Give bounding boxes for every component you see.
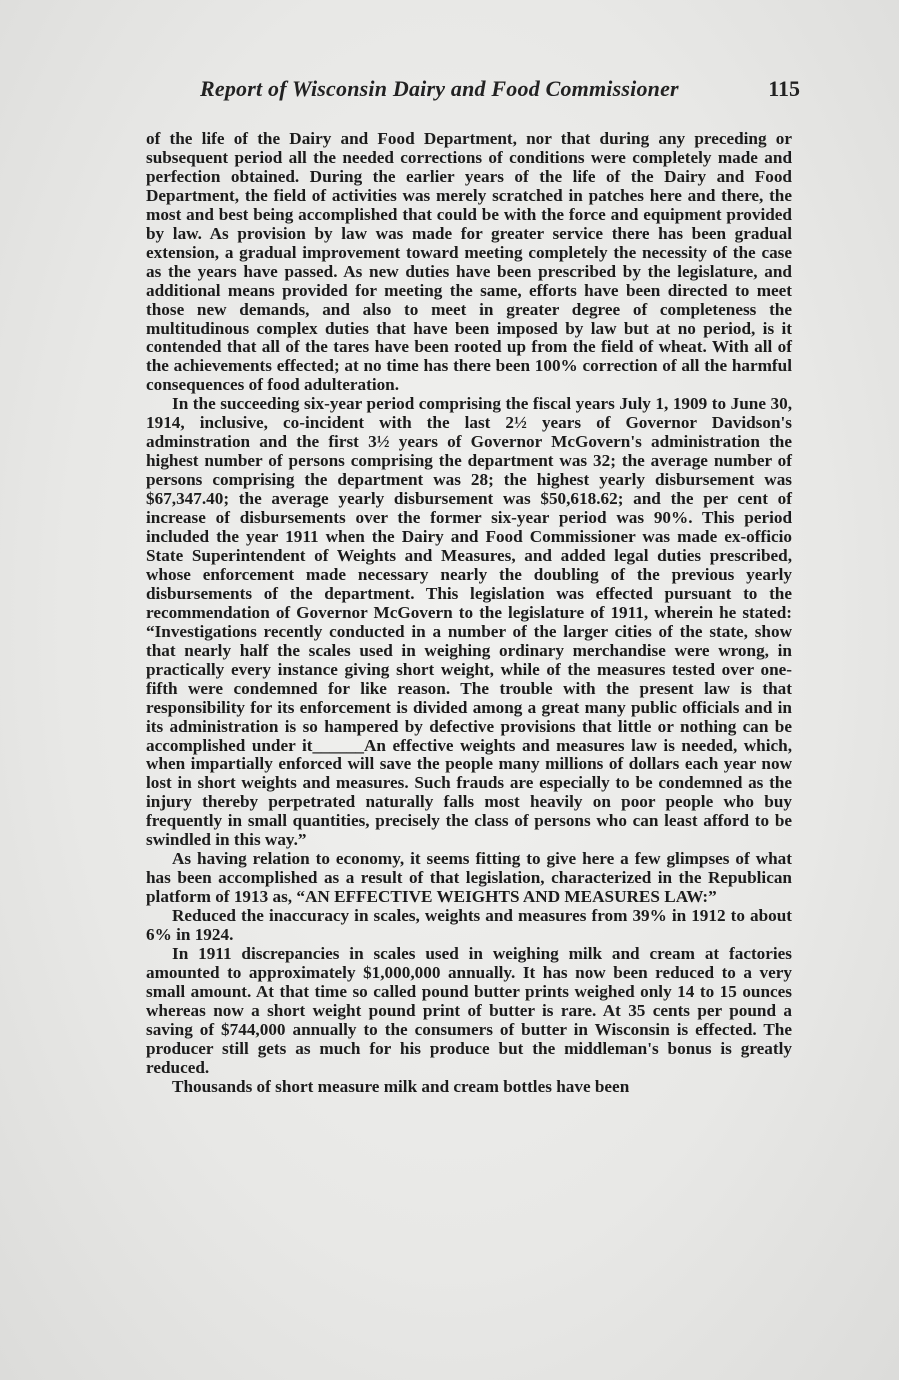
running-title: Report of Wisconsin Dairy and Food Commissioner [200,76,679,101]
page-number: 115 [768,76,800,101]
paragraph: In 1911 discrepancies in scales used in weighing milk and cream at factories amounted to approximately $1,000,000 annually. It has now been reduced to a very small amount. At that time so called pound butter prints weighed only 14 to 15 ounces whereas now a short weight pound print of butter is rare. At 35 cents per pound a saving of $744,000 annually to the consumers of butter in Wisconsin is effected. The producer still gets as much for his produce but the middleman's bonus is greatly reduced. [146,943,792,1077]
body-text [146,130,792,1097]
paragraph: of the life of the Dairy and Food Department, nor that during any preceding or subsequent period all the needed corrections of conditions were completely made and perfection obtained. During the earlier years of the life of the Dairy and Food Department, the field of activities was merely scratched in patches here and there, the most and best being accomplished that could be with the force and equipment provided by law. As provision by law was made for greater service there has been gradual extension, a gradual improvement toward meeting completely the necessity of the case as the years have passed. As new duties have been prescribed by the legislature, and additional means provided for meeting the same, efforts have been directed to meet those new demands, and also to meet in greater degree of completeness the multitudinous complex duties that have been imposed by law but at no period, is it contended that all of the tares have been rooted up from the field of wheat. With all of the achievements effected; at no time has there been 100% correction of all the harmful consequences of food adulteration. [146,129,792,395]
paragraph: Reduced the inaccuracy in scales, weights and measures from 39% in 1912 to about 6% in 1924. [146,906,792,945]
paragraph: As having relation to economy, it seems fitting to give here a few glimpses of what has been accomplished as a result of that legislation, characterized in the Republican platform of 1913 as, “AN EFFECTIVE WEIGHTS AND MEASURES LAW:” [146,849,792,907]
paragraph: In the succeeding six-year period comprising the fiscal years July 1, 1909 to June 30, 1914, inclusive, co-incident with the last 2½ years of Governor Davidson's adminstration and the first 3½ years of Governor McGovern's administration the highest number of persons comprising the department was 32; the average number of persons comprising the department was 28; the highest yearly disbursement was $67,347.40; the average yearly disbursement was $50,618.62; and the per cent of increase of disbursements over the former six-year period was 90%. This period included the year 1911 when the Dairy and Food Commissioner was made ex-officio State Superintendent of Weights and Measures, and added legal duties prescribed, whose enforcement made necessary nearly the doubling of the previous yearly disbursements of the department. This legislation was effected pursuant to the recommendation of Governor McGovern to the legislature of 1911, wherein he stated: “Investigations recently conducted in a number of the larger cities of the state, show that nearly half the scales used in weighing ordinary merchandise were wrong, in practically every instance giving short weight, while of the measures tested over one-fifth were condemned for like reason. The trouble with the present law is that responsibility for its enforcement is divided among a great many public officials and in its administration is so hampered by defective provisions that little or nothing can be accomplished under it______An effective weights and measures law is needed, which, when impartially enforced will save the people many millions of dollars each year now lost in short weights and measures. Such frauds are especially to be condemned as the injury thereby perpetrated naturally falls most heavily on poor people who buy frequently in small quantities, precisely the class of persons who can least afford to be swindled in this way.” [146,394,792,850]
paragraph: Thousands of short measure milk and cream bottles have been [172,1076,630,1096]
page-header [200,76,800,108]
